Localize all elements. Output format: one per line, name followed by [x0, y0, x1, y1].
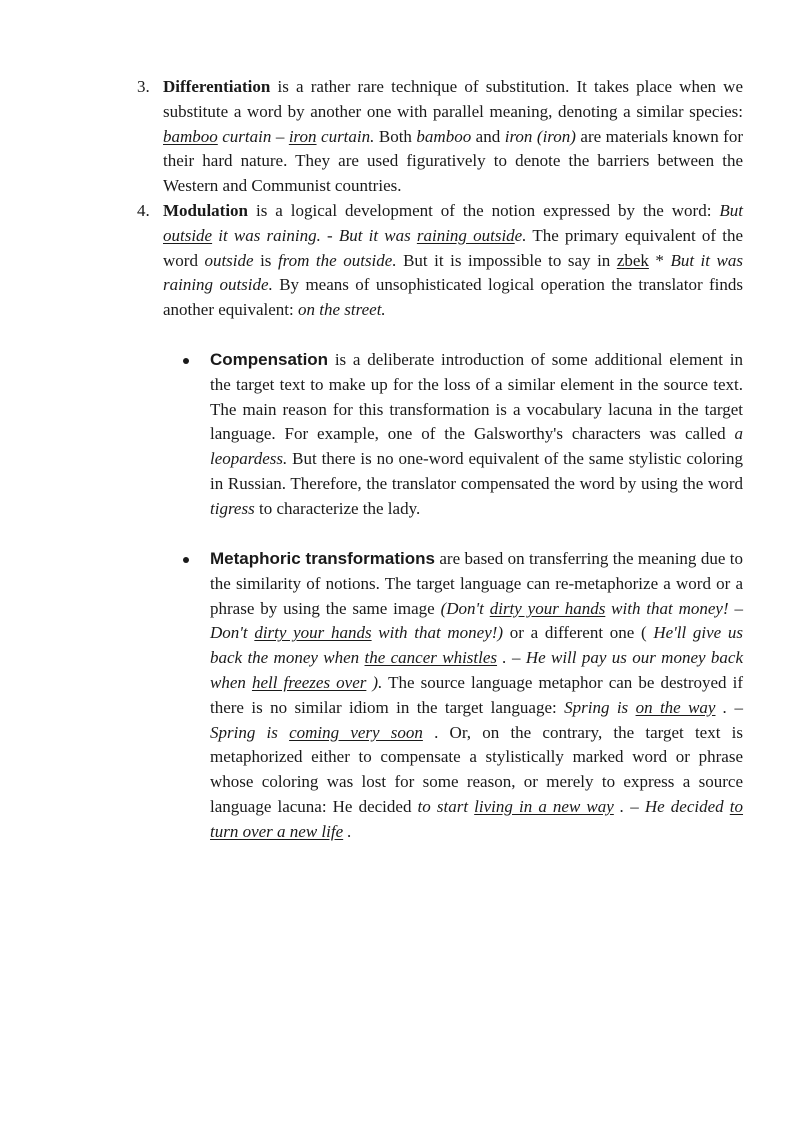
italic-text: [417, 226, 515, 245]
paragraph-body: [210, 348, 743, 522]
underlined-text: iron: [288, 126, 317, 146]
bullet-icon: [183, 358, 189, 364]
underlined-text: raining outsid: [416, 225, 515, 245]
italic-text: [289, 127, 317, 146]
italic-text: [636, 698, 716, 717]
italic-text: with that money!): [371, 623, 504, 643]
italic-text: Spring is: [564, 697, 636, 717]
term-heading: Compensation: [210, 350, 329, 369]
italic-text: with that money! – Don't: [210, 598, 743, 643]
paragraph-body: [163, 199, 743, 323]
underlined-text: dirty your hands: [254, 623, 372, 643]
paragraph-body: [210, 547, 743, 845]
text-run: *: [648, 250, 671, 270]
underlined-text: coming very soon: [289, 722, 423, 742]
italic-text: it was raining. - But it was: [212, 225, 417, 245]
italic-text: curtain –: [217, 126, 289, 146]
italic-text: But: [719, 201, 743, 220]
italic-text: But it was raining outside.: [163, 250, 743, 295]
underlined-text: living in a new way: [474, 796, 614, 816]
underlined-text: bamboo: [163, 126, 218, 146]
underlined-text: outside: [163, 225, 213, 245]
italic-text: . – He will pay us our money back when: [210, 648, 743, 692]
paragraph-text: [210, 549, 743, 841]
italic-text: from the outside.: [277, 250, 397, 270]
italic-text: outside: [204, 250, 254, 270]
text-run: The primary equivalent of the word: [163, 225, 743, 270]
italic-text: [490, 599, 606, 618]
text-run: are based on transferring the meaning due to the similarity of notions. The target language can re-metaphorize a word or a phrase by using the same image: [210, 549, 743, 618]
italic-text: [254, 623, 371, 642]
list-item-metaphoric-transformations: [183, 547, 743, 845]
text-run: Both: [374, 126, 417, 146]
underlined-text: the cancer whistles: [364, 648, 498, 668]
italic-text: He'll give us back the money when: [210, 623, 744, 668]
bullet-icon: [183, 557, 189, 563]
list-item-differentiation: [137, 75, 743, 199]
italic-text: [252, 673, 366, 692]
list-number: 3.: [137, 77, 150, 96]
italic-text: [365, 648, 498, 667]
italic-text: [163, 127, 218, 146]
underlined-text: zbek: [616, 250, 649, 270]
list-item-compensation: [183, 348, 743, 522]
underlined-text: to turn over a new life: [210, 796, 744, 841]
italic-text: .: [343, 821, 352, 841]
underlined-text: on the way: [635, 697, 716, 717]
italic-text: a leopardess.: [210, 424, 743, 469]
text-run: But there is no one-word equivalent of the same stylistic coloring in Russian. Therefore, the translator compensated the word by using the word: [210, 449, 743, 493]
text-run: is: [253, 250, 278, 270]
text-run: But it is impossible to say in: [396, 250, 617, 270]
term-heading: Metaphoric transformations: [210, 549, 435, 568]
text-run: to characterize the lady.: [254, 498, 421, 518]
italic-text: bamboo: [416, 126, 472, 146]
paragraph-body: [163, 75, 743, 199]
term-heading: Modulation: [163, 201, 249, 220]
italic-text: [474, 797, 614, 816]
text-run: is a deliberate introduction of some additional element in the target text to make up for the loss of a similar element in the source text. The main reason for this transformation is a vocabulary lacuna in the target language. For example, one of the Galsworthy's characters was called: [210, 350, 743, 444]
italic-text: [163, 226, 212, 245]
italic-text: (Don't: [440, 598, 490, 618]
italic-text: tigress: [210, 498, 255, 518]
italic-text: . – Spring is: [210, 697, 743, 742]
italic-text: on the street.: [298, 300, 386, 320]
list-item-modulation: [137, 199, 743, 323]
text-run: are materials known for their hard nature. They are used figuratively to denote the barriers between the Western and Communist countries.: [163, 126, 744, 196]
paragraph-text: [210, 350, 743, 518]
italic-text: curtain.: [316, 126, 375, 146]
text-run: . Or, on the contrary, the target text is metaphorized either to compensate a stylistically marked word or phrase whose coloring was lost for some reason, or merely to express a source language lacuna: He decided: [210, 722, 743, 816]
list-number: 4.: [137, 201, 150, 220]
italic-text: e.: [514, 225, 527, 245]
text-run: or a different one (: [503, 623, 654, 643]
term-heading: Differentiation: [163, 77, 271, 96]
underlined-text: dirty your hands: [489, 598, 606, 618]
italic-text: to start: [417, 796, 475, 816]
italic-text: iron (iron): [504, 126, 576, 146]
paragraph-text: [163, 201, 743, 319]
text-run: is a logical development of the notion expressed by the word:: [248, 201, 720, 220]
italic-text: [289, 723, 423, 742]
text-run: The source language metaphor can be destroyed if there is no similar idiom in the target language:: [210, 672, 743, 717]
text-run: is a rather rare technique of substitution. It takes place when we substitute a word by another one with parallel meaning, denoting a similar species:: [163, 77, 743, 121]
text-run: By means of unsophisticated logical operation the translator finds another equivalent:: [163, 275, 744, 320]
italic-text: ).: [366, 672, 383, 692]
underlined-text: hell freezes over: [251, 672, 367, 692]
italic-text: . – He decided: [613, 796, 730, 816]
text-run: and: [471, 126, 505, 146]
